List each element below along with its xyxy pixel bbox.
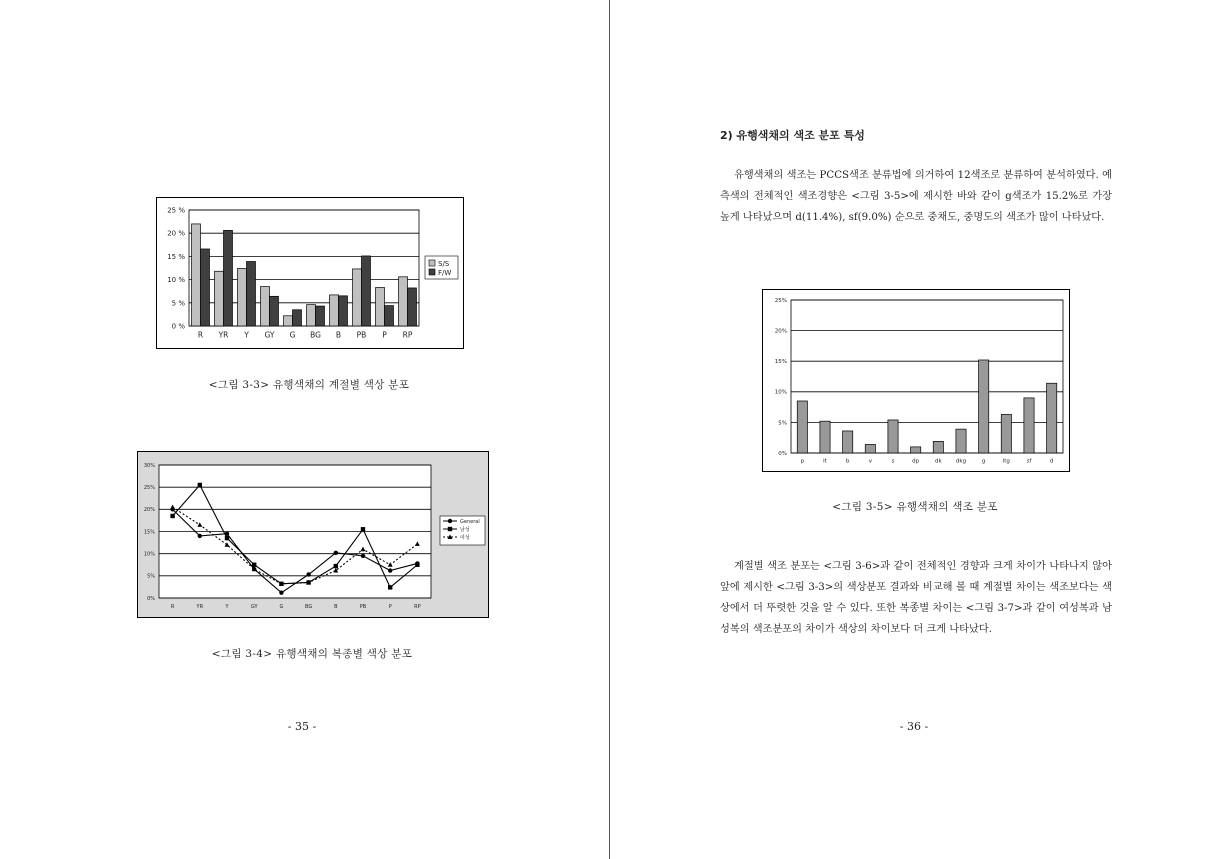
bar (201, 249, 210, 326)
figure-3-4-chart (138, 452, 488, 617)
bar (224, 230, 233, 326)
bar (408, 288, 417, 326)
x-tick-label: Y (225, 604, 229, 610)
point (170, 514, 174, 518)
bar (247, 262, 256, 326)
x-tick-label: v (868, 458, 872, 465)
bar (865, 444, 875, 453)
point (388, 568, 392, 572)
x-tick-label: RP (414, 604, 421, 610)
figure-3-4-caption: <그림 3-4> 유행색채의 복종별 색상 분포 (211, 648, 413, 660)
bar (284, 316, 293, 326)
x-tick-label: b (845, 458, 850, 465)
y-tick-label: 10% (774, 389, 787, 396)
paragraph-2-text: 계절별 색조 분포는 <그림 3-6>과 같이 전체적인 경향과 크게 차이가 나타나지 않아 앞에 제시한 <그림 3-3>의 색상분포 결과와 비교해 볼 때 계절별 차이는 색조보다는 색상에서 더 뚜렷한 것을 알 수 있다. 또한 복종별 차이는 <그림 3-7>과 같이 여성복과 남성복의 색조분포의 차이가 색상의 차이보다 더 크게 나타났다. (720, 561, 1112, 635)
x-tick-label: lt (823, 458, 827, 465)
bar (270, 296, 279, 326)
figure-3-3-frame (156, 197, 464, 349)
figure-3-5-chart (763, 290, 1069, 471)
legend-label: 여성 (460, 535, 470, 541)
page-number: - 35 - (287, 720, 317, 733)
bar (820, 421, 830, 453)
point (334, 551, 338, 555)
bar (399, 277, 408, 326)
point (334, 564, 338, 568)
point (361, 527, 365, 531)
point (448, 527, 452, 531)
y-tick-label: 25% (774, 297, 787, 304)
bar (330, 295, 339, 326)
y-tick-label: 25% (143, 484, 155, 491)
bar (362, 256, 371, 326)
y-tick-label: 20% (774, 328, 787, 335)
y-tick-label: 0% (778, 450, 787, 457)
x-tick-label: G (289, 330, 296, 340)
y-tick-label: 10 % (167, 276, 185, 285)
x-tick-label: dkg (955, 458, 967, 465)
bar (843, 431, 853, 453)
legend-label: 남성 (460, 527, 470, 533)
point (388, 585, 392, 589)
point (198, 534, 202, 538)
x-tick-label: G (279, 604, 284, 610)
paragraph-1-text: 유행색채의 색조는 PCCS색조 분류법에 의거하여 12색조로 분류하여 분석하였다. 예측색의 전체적인 색조경향은 <그림 3-5>에 제시한 바와 같이 g색조가 15.2%로 가장 높게 나타났으며 d(11.4%), sf(9.0%) 순으로 중채도, 중명도의 색조가 많이 나타났다. (720, 170, 1112, 223)
page-number-right: - 36 - (899, 720, 929, 733)
x-tick-label: dp (912, 458, 920, 465)
y-tick-label: 5 % (171, 299, 185, 308)
legend-label: F/W (438, 269, 452, 277)
point (279, 590, 283, 594)
x-tick-label: d (1049, 458, 1054, 465)
y-tick-label: 0 % (171, 322, 185, 331)
bar (192, 224, 201, 326)
x-tick-label: BG (310, 330, 321, 340)
x-tick-label: s (891, 458, 895, 465)
bar (353, 269, 362, 326)
bar (261, 287, 270, 326)
x-tick-label: p (800, 458, 805, 465)
x-tick-label: YR (218, 330, 229, 340)
x-tick-label: g (981, 458, 986, 465)
point (448, 519, 452, 523)
figure-3-5-caption: <그림 3-5> 유행색채의 색조 분포 (832, 501, 998, 513)
y-tick-label: 30% (143, 462, 155, 469)
bar (1024, 398, 1034, 453)
y-tick-label: 25 % (167, 206, 185, 215)
bar (911, 447, 921, 453)
x-tick-label: YR (196, 604, 204, 610)
y-tick-label: 20 % (167, 229, 185, 238)
section-heading: 2) 유행색채의 색조 분포 특성 (720, 129, 865, 142)
x-tick-label: R (170, 604, 175, 610)
figure-3-4-frame (137, 451, 489, 618)
x-tick-label: GY (250, 604, 258, 610)
x-tick-label: sf (1026, 458, 1032, 465)
y-tick-label: 15% (143, 529, 155, 536)
bar (215, 271, 224, 326)
x-tick-label: ltg (1002, 458, 1010, 465)
bar (956, 429, 966, 453)
point (361, 554, 365, 558)
x-tick-label: P (382, 330, 387, 340)
x-tick-label: B (334, 604, 338, 610)
figure-3-3-chart (157, 198, 463, 348)
y-tick-label: 5% (778, 420, 787, 427)
bar (979, 360, 989, 453)
y-tick-label: 10% (143, 551, 155, 558)
x-tick-label: PB (356, 330, 367, 340)
x-tick-label: P (388, 604, 392, 610)
figure-3-5-frame (762, 289, 1070, 472)
bar (1047, 383, 1057, 453)
bar (385, 306, 394, 326)
bar (933, 441, 943, 453)
point (415, 563, 419, 567)
x-tick-label: Y (244, 330, 249, 340)
y-tick-label: 15% (774, 359, 787, 366)
x-tick-label: R (197, 330, 204, 340)
point (252, 563, 256, 567)
paragraph-1 (720, 165, 1112, 228)
bar (376, 287, 385, 326)
legend-swatch (429, 260, 435, 266)
y-tick-label: 0% (147, 595, 155, 602)
bar (238, 268, 247, 326)
point (306, 572, 310, 576)
bar (797, 401, 807, 453)
x-tick-label: RP (402, 330, 413, 340)
legend-label: S/S (438, 260, 450, 268)
bar (1001, 414, 1011, 453)
paragraph-2 (720, 556, 1112, 640)
bar (888, 420, 898, 453)
x-tick-label: GY (264, 330, 275, 340)
legend-swatch (429, 269, 435, 275)
y-tick-label: 20% (143, 507, 155, 514)
bar (316, 306, 325, 326)
legend-label: General (460, 519, 480, 525)
figure-3-3-caption: <그림 3-3> 유행색채의 계절별 색상 분포 (208, 379, 410, 391)
y-tick-label: 5% (147, 573, 155, 580)
plot-area (791, 300, 1063, 453)
bar (293, 310, 302, 326)
bar (307, 305, 316, 326)
x-tick-label: dk (934, 458, 942, 465)
y-tick-label: 15 % (167, 252, 185, 261)
x-tick-label: B (335, 330, 342, 340)
x-tick-label: BG (304, 604, 313, 610)
bar (339, 296, 348, 326)
point (198, 483, 202, 487)
page-divider (609, 0, 610, 859)
x-tick-label: PB (359, 604, 367, 610)
point (225, 536, 229, 540)
